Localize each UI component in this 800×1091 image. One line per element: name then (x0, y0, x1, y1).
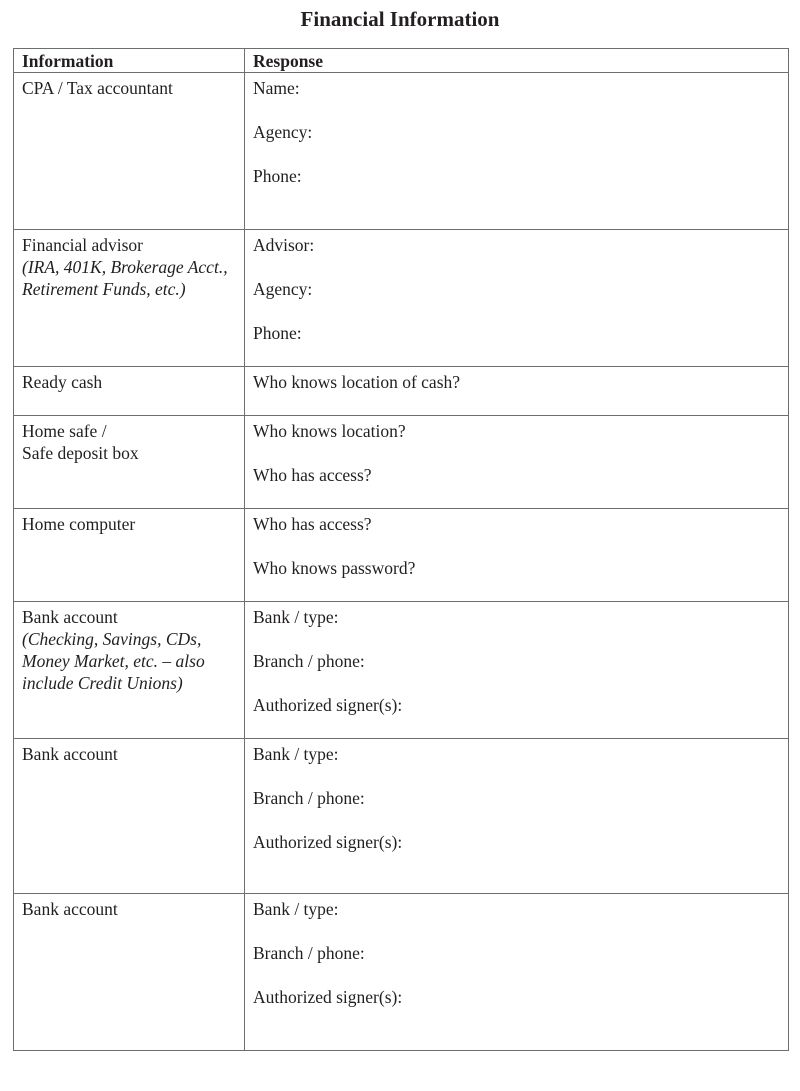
information-label: Home computer (22, 514, 136, 534)
response-field-label: Name: (253, 78, 300, 98)
response-field-label: Bank / type: (253, 607, 339, 627)
response-field-label: Authorized signer(s): (253, 987, 403, 1007)
response-field-label: Branch / phone: (253, 943, 365, 963)
response-cell[interactable] (245, 602, 789, 739)
information-label: CPA / Tax accountant (22, 78, 173, 98)
table-row (14, 416, 789, 509)
response-field-label: Branch / phone: (253, 788, 365, 808)
page-title: Financial Information (300, 7, 500, 31)
information-label: Bank account (22, 607, 118, 627)
response-cell[interactable] (245, 367, 789, 416)
response-field-label: Branch / phone: (253, 651, 365, 671)
information-cell (14, 509, 245, 602)
response-field-label: Agency: (253, 279, 313, 299)
response-field-label: Agency: (253, 122, 313, 142)
column-header-response: Response (245, 49, 789, 73)
information-label: Home safe / Safe deposit box (22, 421, 139, 463)
information-label: Financial advisor (22, 235, 144, 255)
information-cell (14, 602, 245, 739)
table-header-row (14, 49, 789, 73)
information-label: Bank account (22, 744, 118, 764)
response-cell[interactable] (245, 230, 789, 367)
response-cell[interactable] (245, 416, 789, 509)
information-cell (14, 230, 245, 367)
table-row (14, 894, 789, 1051)
table-row (14, 230, 789, 367)
response-field-label: Authorized signer(s): (253, 695, 403, 715)
response-cell[interactable] (245, 894, 789, 1051)
response-field-label: Bank / type: (253, 744, 339, 764)
information-cell (14, 73, 245, 230)
response-field-label: Who has access? (253, 465, 372, 485)
response-field-label: Who has access? (253, 514, 372, 534)
column-header-information: Information (14, 49, 245, 73)
response-field-label: Phone: (253, 323, 302, 343)
response-field-label: Who knows location? (253, 421, 406, 441)
response-cell[interactable] (245, 73, 789, 230)
response-field-label: Who knows password? (253, 558, 416, 578)
information-cell (14, 894, 245, 1051)
table-row (14, 602, 789, 739)
information-note: (IRA, 401K, Brokerage Acct., Retirement Funds, etc.) (22, 257, 228, 299)
table-row (14, 739, 789, 894)
response-cell[interactable] (245, 509, 789, 602)
information-cell (14, 416, 245, 509)
financial-info-table (13, 48, 789, 1051)
response-field-label: Advisor: (253, 235, 315, 255)
table-row (14, 509, 789, 602)
response-field-label: Authorized signer(s): (253, 832, 403, 852)
information-label: Ready cash (22, 372, 103, 392)
information-label: Bank account (22, 899, 118, 919)
information-note: (Checking, Savings, CDs, Money Market, etc. – also include Credit Unions) (22, 629, 205, 693)
response-field-label: Who knows location of cash? (253, 372, 461, 392)
response-cell[interactable] (245, 739, 789, 894)
information-cell (14, 739, 245, 894)
response-field-label: Phone: (253, 166, 302, 186)
table-row (14, 367, 789, 416)
response-field-label: Bank / type: (253, 899, 339, 919)
information-cell (14, 367, 245, 416)
table-row (14, 73, 789, 230)
